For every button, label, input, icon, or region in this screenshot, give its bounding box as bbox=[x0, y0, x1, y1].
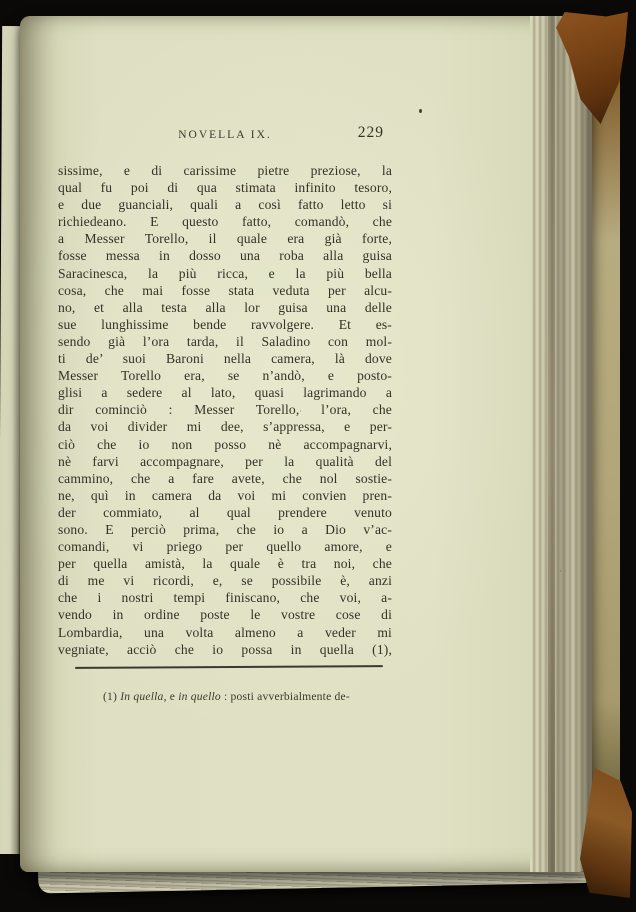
text-line: no, et alla testa alla lor guisa una delle bbox=[58, 299, 392, 315]
text-line: nè farvi accompagnare, per la qualità del bbox=[58, 453, 392, 469]
text-line: per quella amistà, la quale è tra noi, che bbox=[58, 556, 392, 572]
text-line: Lombardia, una volta almeno a veder mi bbox=[58, 624, 392, 640]
text-line: che i nostri tempi finiscano, che voi, a- bbox=[58, 590, 392, 606]
text-line: qual fu poi di qua stimata infinito tesoro, bbox=[58, 180, 392, 196]
text-line: richiedeano. E questo fatto, comandò, che bbox=[58, 214, 392, 230]
text-line: vegniate, acciò che io possa in quella (1), bbox=[58, 641, 392, 657]
text-line: Messer Torello era, se n’andò, e posto- bbox=[58, 368, 392, 384]
book-page bbox=[20, 16, 592, 872]
text-line: ti de’ suoi Baroni nella camera, là dove bbox=[58, 351, 392, 367]
text-line: dir cominciò : Messer Torello, l’ora, che bbox=[58, 402, 392, 418]
footnote-text: , e bbox=[163, 690, 179, 703]
text-line: da voi divider mi dee, s’appressa, e per- bbox=[58, 419, 392, 435]
text-line: ne, quì in camera da voi mi convien pren- bbox=[58, 487, 392, 503]
text-line: cammino, che a fare avete, che nol sostie- bbox=[58, 470, 392, 486]
text-line: cosa, che mai fosse stata veduta per alcu- bbox=[58, 282, 392, 298]
footnote-italic-term: In quella bbox=[120, 690, 164, 703]
printed-text-block bbox=[58, 124, 392, 703]
text-line: fosse messa in dosso una roba alla guisa bbox=[58, 248, 392, 264]
footnote-italic-term: in quello bbox=[178, 690, 221, 703]
footnote bbox=[103, 690, 393, 703]
text-line: comandi, vi priego per quello amore, e bbox=[58, 539, 392, 555]
text-line: e due guanciali, quali a così fatto letto si bbox=[58, 197, 392, 213]
body-text bbox=[58, 162, 392, 658]
footnote-text: : posti avverbialmente de- bbox=[220, 690, 350, 703]
text-line: glisi a sedere al lato, quasi lagrimando a bbox=[58, 385, 392, 401]
text-line: sono. E perciò prima, che io a Dio v’ac- bbox=[58, 521, 392, 537]
text-line: sendo già l’ora tarda, il Saladino con mol- bbox=[58, 333, 392, 349]
running-header bbox=[58, 126, 392, 148]
page-number: 229 bbox=[357, 124, 384, 141]
text-line: ciò che io non posso nè accompagnarvi, bbox=[58, 436, 392, 452]
footnote-rule bbox=[75, 665, 383, 669]
chapter-heading: NOVELLA IX. bbox=[178, 129, 272, 141]
text-line: Saracinesca, la più ricca, e la più bella bbox=[58, 265, 392, 281]
ink-speck bbox=[419, 109, 422, 113]
text-line: der commiato, al qual prendere venuto bbox=[58, 504, 392, 520]
text-line: di me vi ricordi, e, se possibile è, anzi bbox=[58, 573, 392, 589]
footnote-marker: (1) bbox=[103, 690, 121, 703]
text-line: sissime, e di carissime pietre preziose, la bbox=[58, 163, 392, 178]
page-stack-fore-edge bbox=[530, 16, 592, 872]
text-line: a Messer Torello, il quale era già forte, bbox=[58, 231, 392, 247]
text-line: sue lunghissime bende ravvolgere. Et es- bbox=[58, 316, 392, 332]
text-line: vendo in ordine poste le vostre cose di bbox=[58, 607, 392, 623]
